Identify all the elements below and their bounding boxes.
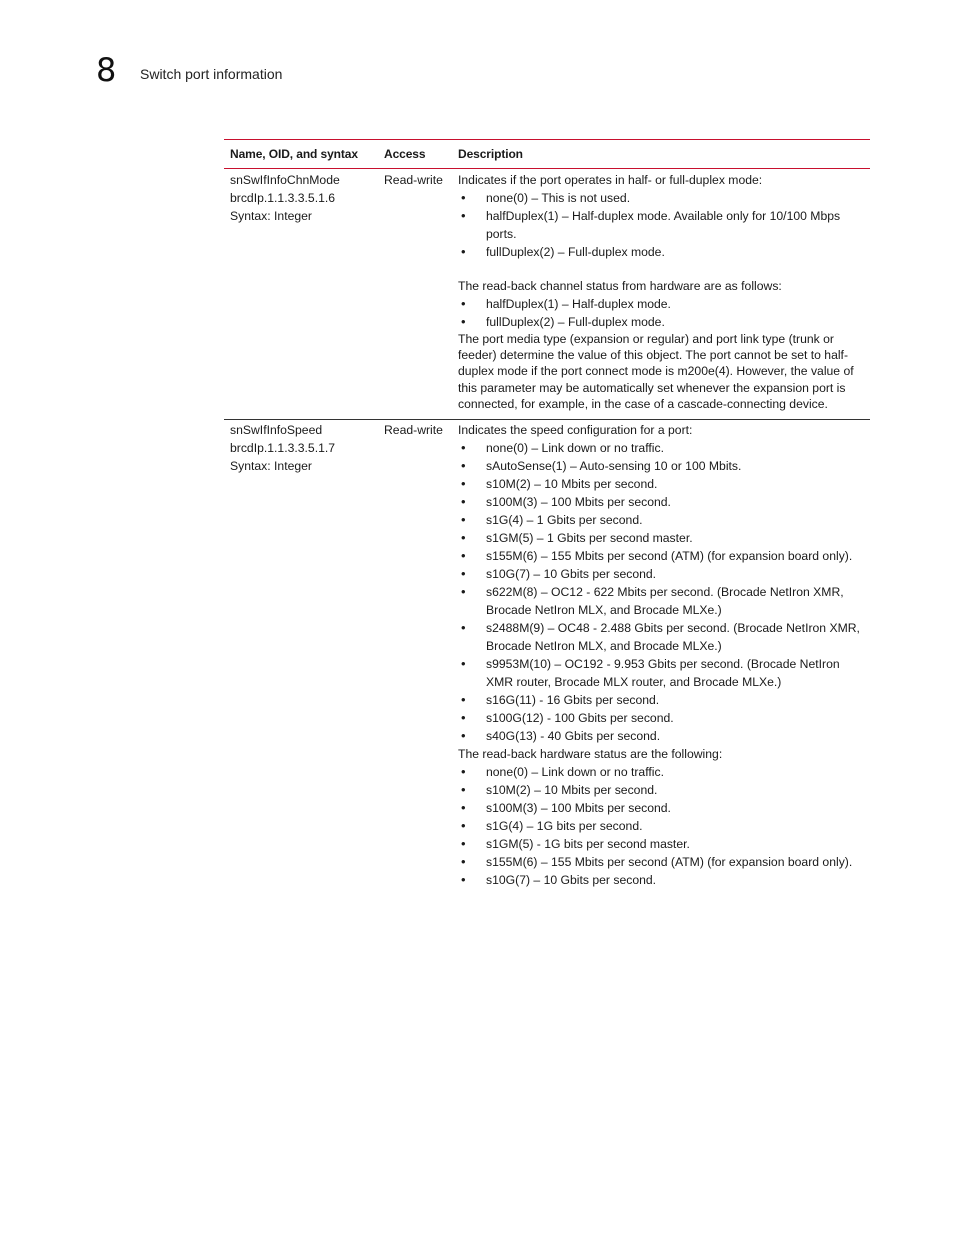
list-item (458, 799, 870, 817)
object-syntax: Syntax: Integer (230, 209, 312, 223)
list-item (458, 457, 870, 475)
list-item (458, 619, 870, 655)
bullet-icon: • (461, 296, 466, 311)
list-item-text: s40G(13) - 40 Gbits per second. (486, 729, 661, 744)
list-item-text: s1G(4) – 1G bits per second. (486, 819, 643, 834)
access-cell: Read-write (384, 173, 443, 187)
list-item-text: fullDuplex(2) – Full-duplex mode. (486, 315, 665, 329)
bullet-icon: • (461, 566, 466, 582)
bullet-icon: • (461, 208, 466, 223)
list-item-text: halfDuplex(1) – Half-duplex mode. (486, 297, 671, 311)
list-item-text: s155M(6) – 155 Mbits per second (ATM) (for expansion board only). (486, 855, 853, 870)
readback-list (458, 763, 870, 889)
list-item-text: none(0) – Link down or no traffic. (486, 441, 664, 456)
bullet-icon: • (461, 512, 466, 528)
bullet-icon: • (461, 692, 466, 708)
chapter-number: 8 (96, 51, 117, 89)
list-item (458, 189, 870, 207)
list-item (458, 763, 870, 781)
list-item-text: s10G(7) – 10 Gbits per second. (486, 567, 657, 582)
bullet-icon: • (461, 494, 466, 510)
list-item (458, 817, 870, 835)
object-name: snSwIfInfoSpeed (230, 423, 323, 438)
chapter-title: Switch port information (140, 66, 283, 82)
list-item (458, 529, 870, 547)
value-list (458, 189, 870, 261)
bullet-icon: • (461, 656, 466, 672)
list-item (458, 547, 870, 565)
description-readback: The read-back hardware status are the following: (458, 747, 723, 762)
list-item-text: s1GM(5) - 1G bits per second master. (486, 837, 690, 852)
object-name-cell (224, 421, 378, 889)
list-item (458, 565, 870, 583)
bullet-icon: • (461, 764, 466, 780)
list-item-text: none(0) – Link down or no traffic. (486, 765, 664, 780)
list-item-text: s10M(2) – 10 Mbits per second. (486, 477, 658, 492)
list-item-text: sAutoSense(1) – Auto-sensing 10 or 100 Mbits. (486, 459, 742, 474)
description-intro: Indicates if the port operates in half- or full-duplex mode: (458, 173, 763, 187)
list-item-text: none(0) – This is not used. (486, 191, 631, 205)
list-item (458, 207, 870, 243)
object-name: snSwIfInfoChnMode (230, 173, 340, 187)
column-header-access: Access (384, 147, 426, 161)
list-item (458, 655, 870, 691)
value-list (458, 439, 870, 745)
object-name-cell (224, 171, 378, 412)
access-cell: Read-write (384, 423, 443, 438)
bullet-icon: • (461, 530, 466, 546)
bullet-icon: • (461, 818, 466, 834)
list-item-text: s100M(3) – 100 Mbits per second. (486, 801, 671, 816)
bullet-icon: • (461, 584, 466, 600)
bullet-icon: • (461, 190, 466, 205)
bullet-icon: • (461, 548, 466, 564)
bullet-icon: • (461, 872, 466, 888)
bullet-icon: • (461, 782, 466, 798)
list-item-text: s622M(8) – OC12 - 622 Mbits per second. (Brocade NetIron XMR, Brocade NetIron MLX, and Brocade MLXe.) (486, 585, 844, 618)
mib-object-table (224, 139, 870, 889)
list-item (458, 583, 870, 619)
list-item (458, 243, 870, 261)
description-cell (452, 421, 870, 889)
bullet-icon: • (461, 476, 466, 492)
list-item-text: s9953M(10) – OC192 - 9.953 Gbits per second. (Brocade NetIron XMR router, Brocade MLX router, and Brocade MLXe.) (486, 657, 840, 690)
list-item-text: s100M(3) – 100 Mbits per second. (486, 495, 671, 510)
list-item (458, 835, 870, 853)
list-item (458, 781, 870, 799)
bullet-icon: • (461, 854, 466, 870)
list-item-text: fullDuplex(2) – Full-duplex mode. (486, 245, 665, 259)
list-item-text: s155M(6) – 155 Mbits per second (ATM) (for expansion board only). (486, 549, 853, 564)
bullet-icon: • (461, 458, 466, 474)
bullet-icon: • (461, 620, 466, 636)
bullet-icon: • (461, 244, 466, 259)
list-item-text: s16G(11) - 16 Gbits per second. (486, 693, 660, 708)
list-item-text: s2488M(9) – OC48 - 2.488 Gbits per second. (Brocade NetIron XMR, Brocade NetIron MLX, and Brocade MLXe.) (486, 621, 860, 654)
object-oid: brcdIp.1.1.3.3.5.1.7 (230, 441, 336, 456)
list-item (458, 439, 870, 457)
table-row (224, 169, 870, 412)
bullet-icon: • (461, 800, 466, 816)
list-item (458, 853, 870, 871)
bullet-icon: • (461, 440, 466, 456)
list-item (458, 313, 870, 331)
list-item (458, 493, 870, 511)
bullet-icon: • (461, 728, 466, 744)
description-cell (452, 171, 870, 412)
readback-list (458, 295, 870, 331)
bullet-icon: • (461, 836, 466, 852)
object-syntax: Syntax: Integer (230, 459, 312, 474)
description-intro: Indicates the speed configuration for a port: (458, 423, 693, 438)
description-readback: The read-back channel status from hardware are as follows: (458, 279, 782, 293)
list-item (458, 691, 870, 709)
bullet-icon: • (461, 314, 466, 329)
list-item (458, 727, 870, 745)
list-item-text: s100G(12) - 100 Gbits per second. (486, 711, 674, 726)
list-item (458, 709, 870, 727)
table-header-row (224, 140, 870, 168)
bullet-icon: • (461, 710, 466, 726)
table-row (224, 420, 870, 889)
list-item-text: s1GM(5) – 1 Gbits per second master. (486, 531, 693, 546)
column-header-description: Description (458, 147, 523, 161)
list-item-text: s10M(2) – 10 Mbits per second. (486, 783, 658, 798)
description-note: The port media type (expansion or regular) and port link type (trunk or feeder) determine the value of this object. The port cannot be set to half-duplex mode if the port connect mode is m200e(4). However, the value of this parameter may be automatically set whenever the expansion port is connected, for example, in the case of a cascade-connecting device. (458, 332, 854, 411)
list-item-text: s1G(4) – 1 Gbits per second. (486, 513, 643, 528)
object-oid: brcdIp.1.1.3.3.5.1.6 (230, 191, 336, 205)
list-item (458, 871, 870, 889)
list-item (458, 475, 870, 493)
list-item (458, 295, 870, 313)
list-item-text: s10G(7) – 10 Gbits per second. (486, 873, 657, 888)
list-item (458, 511, 870, 529)
list-item-text: halfDuplex(1) – Half-duplex mode. Available only for 10/100 Mbps ports. (486, 209, 841, 241)
column-header-name: Name, OID, and syntax (230, 147, 358, 161)
